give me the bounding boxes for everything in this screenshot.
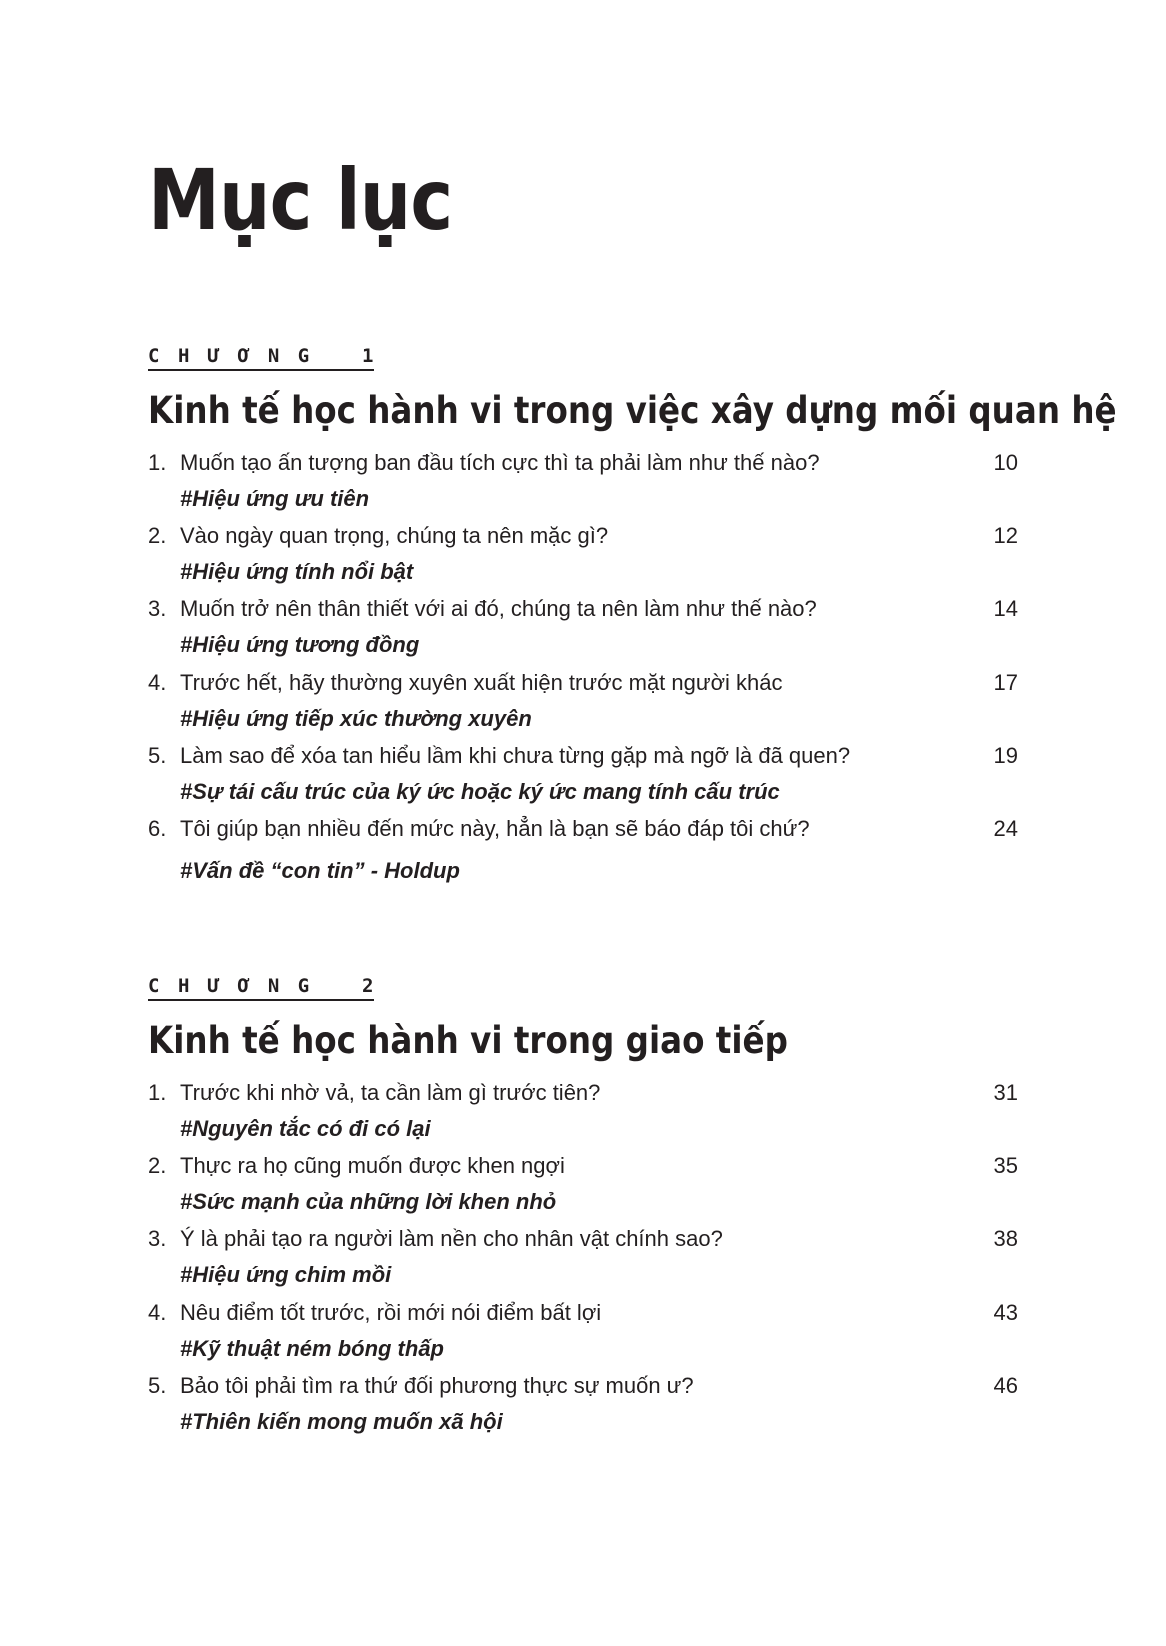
entry-page-number: 10	[993, 450, 1018, 475]
entry-title: Muốn trở nên thân thiết với ai đó, chúng ta nên làm như thế nào?	[180, 596, 817, 622]
entry-page-number: 31	[993, 1080, 1018, 1105]
entry-number: 5.	[148, 1372, 167, 1398]
toc-entry[interactable]	[148, 1223, 1018, 1296]
entry-tag: #Hiệu ứng chim mồi	[180, 1262, 392, 1288]
chapter-title: Kinh tế học hành vi trong việc xây dựng mối quan hệ	[148, 389, 1117, 432]
entry-title: Trước hết, hãy thường xuyên xuất hiện trước mặt người khác	[180, 669, 783, 695]
chapter-label-letter: N	[267, 345, 298, 367]
chapter-label-letter: G	[297, 975, 328, 997]
entry-page-number: 19	[993, 742, 1018, 768]
entry-number: 4.	[148, 669, 167, 695]
entry-tag: #Hiệu ứng tiếp xúc thường xuyên	[180, 705, 532, 731]
entry-number: 5.	[148, 742, 167, 768]
entry-page-number: 43	[993, 1299, 1018, 1325]
entry-title: Vào ngày quan trọng, chúng ta nên mặc gì?	[180, 523, 609, 549]
chapter-label-letter: Ơ	[237, 975, 268, 997]
entry-page-number: 12	[993, 523, 1018, 549]
chapter-label-letter: H	[177, 975, 208, 997]
entry-tag: #Sức mạnh của những lời khen nhỏ	[180, 1189, 557, 1215]
entry-title: Thực ra họ cũng muốn được khen ngợi	[180, 1153, 565, 1179]
entry-page-number: 17	[993, 669, 1018, 695]
chapter-2	[148, 973, 1018, 1443]
chapter-title: Kinh tế học hành vi trong giao tiếp	[148, 1019, 788, 1062]
entry-title: Làm sao để xóa tan hiểu lầm khi chưa từng gặp mà ngỡ là đã quen?	[180, 742, 851, 768]
toc-entry[interactable]	[148, 1150, 1018, 1223]
entry-page-number: 46	[993, 1372, 1018, 1398]
chapter-number: 1	[362, 345, 374, 367]
entry-tag: #Nguyên tắc có đi có lại	[180, 1116, 431, 1141]
entry-tag: #Kỹ thuật ném bóng thấp	[180, 1335, 444, 1361]
entry-number: 3.	[148, 1226, 167, 1252]
entry-title: Ý là phải tạo ra người làm nền cho nhân vật chính sao?	[180, 1226, 723, 1252]
toc-entry[interactable]	[148, 1370, 1018, 1443]
entry-page-number: 38	[993, 1226, 1018, 1252]
entry-title: Nêu điểm tốt trước, rồi mới nói điểm bất lợi	[180, 1299, 602, 1325]
entry-tag: #Hiệu ứng tính nổi bật	[180, 559, 414, 585]
entry-title: Tôi giúp bạn nhiều đến mức này, hẳn là bạn sẽ báo đáp tôi chứ?	[180, 815, 810, 841]
chapter-label-letter: G	[297, 345, 328, 367]
entry-number: 1.	[148, 450, 167, 475]
toc-entry[interactable]	[148, 447, 1018, 520]
chapter-label-letter: Ư	[207, 975, 238, 997]
entry-number: 2.	[148, 523, 167, 549]
chapter-label-letter: N	[267, 975, 298, 997]
chapter-label-letter: C	[148, 975, 178, 997]
toc-entry[interactable]	[148, 1297, 1018, 1370]
chapter-label-letter: Ư	[207, 345, 238, 367]
entry-number: 2.	[148, 1153, 167, 1179]
page-title: Mục lục	[148, 151, 453, 249]
entry-title: Bảo tôi phải tìm ra thứ đối phương thực sự muốn ư?	[180, 1372, 694, 1398]
chapter-entries	[148, 1077, 1018, 1443]
entry-number: 6.	[148, 815, 167, 841]
entry-number: 4.	[148, 1299, 167, 1325]
entry-tag: #Thiên kiến mong muốn xã hội	[180, 1408, 503, 1434]
chapter-1	[148, 343, 1117, 886]
entry-title: Muốn tạo ấn tượng ban đầu tích cực thì ta phải làm như thế nào?	[180, 450, 820, 475]
chapter-label-letter: C	[148, 345, 178, 367]
chapter-number: 2	[362, 975, 374, 997]
chapter-entries	[148, 447, 1018, 886]
chapter-label	[148, 343, 374, 371]
entry-title: Trước khi nhờ vả, ta cần làm gì trước tiên?	[180, 1080, 601, 1105]
toc-entry[interactable]	[148, 813, 1018, 886]
entry-tag: #Hiệu ứng tương đồng	[180, 632, 420, 658]
toc-entry[interactable]	[148, 1077, 1018, 1150]
chapter-label-letter: H	[177, 345, 208, 367]
entry-tag: #Hiệu ứng ưu tiên	[180, 486, 370, 511]
entry-page-number: 24	[993, 815, 1018, 841]
entry-tag: #Sự tái cấu trúc của ký ức hoặc ký ức mang tính cấu trúc	[180, 778, 780, 804]
entry-number: 3.	[148, 596, 167, 622]
toc-entry[interactable]	[148, 520, 1018, 593]
toc-entry[interactable]	[148, 740, 1018, 813]
toc-entry[interactable]	[148, 593, 1018, 666]
entry-page-number: 14	[993, 596, 1018, 622]
entry-page-number: 35	[993, 1153, 1018, 1179]
entry-number: 1.	[148, 1080, 167, 1105]
entry-tag: #Vấn đề “con tin” - Holdup	[180, 857, 460, 883]
toc-entry[interactable]	[148, 667, 1018, 740]
chapter-label	[148, 973, 374, 1001]
chapter-label-letter: Ơ	[237, 345, 268, 367]
